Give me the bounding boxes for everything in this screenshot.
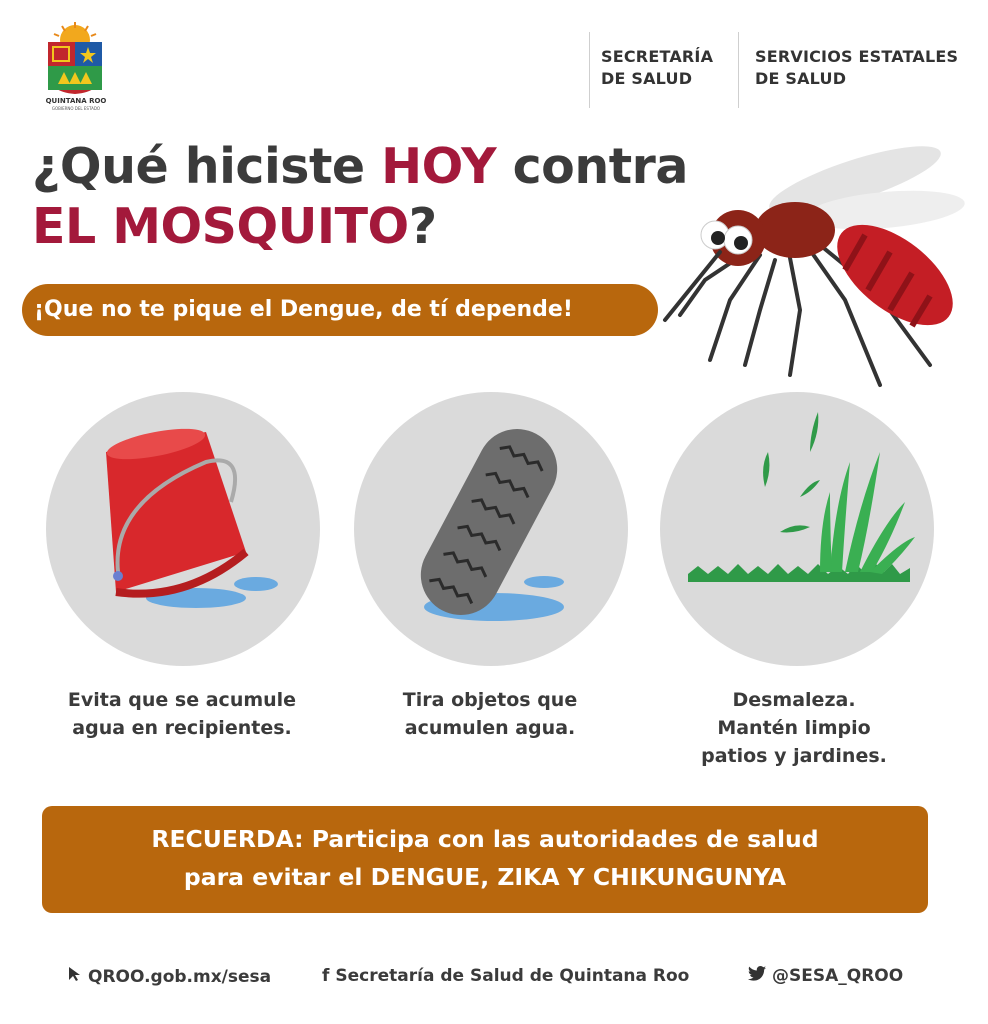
grass-icon <box>660 392 934 666</box>
caption-line: patios y jardines. <box>701 745 887 767</box>
title-line-1: ¿Qué hiciste HOY contra <box>32 138 688 195</box>
logo-caption: QUINTANA ROO <box>45 97 107 105</box>
title-line-2: EL MOSQUITO? <box>32 198 437 255</box>
tagline-pill: ¡Que no te pique el Dengue, de tí depende! <box>22 284 658 336</box>
tip-caption-bucket <box>22 686 342 742</box>
header-divider <box>738 32 739 108</box>
footer-web-text: QROO.gob.mx/sesa <box>88 967 272 987</box>
cursor-icon <box>68 966 82 987</box>
caption-line: Desmaleza. <box>732 689 856 711</box>
footer-twitter-link[interactable] <box>748 966 903 986</box>
page-title <box>32 137 688 257</box>
mosquito-illustration <box>650 140 980 400</box>
agency-2-line-2: DE SALUD <box>755 69 847 88</box>
logo-subcaption: GOBIERNO DEL ESTADO <box>51 106 101 111</box>
tire-icon <box>354 392 628 666</box>
caption-line: acumulen agua. <box>404 717 576 739</box>
tip-caption-grass <box>634 686 954 770</box>
tip-circle-grass <box>660 392 934 666</box>
tip-circle-bucket <box>46 392 320 666</box>
footer-facebook-link[interactable] <box>322 966 689 986</box>
banner-line-1: RECUERDA: Participa con las autoridades de salud <box>151 825 819 853</box>
caption-line: agua en recipientes. <box>72 717 292 739</box>
agency-secretaria-de-salud <box>601 46 713 90</box>
twitter-icon <box>748 966 766 986</box>
caption-line: Tira objetos que <box>402 689 578 711</box>
caption-line: Mantén limpio <box>717 717 871 739</box>
banner-line-2: para evitar el DENGUE, ZIKA Y CHIKUNGUNYA <box>183 863 787 891</box>
title-highlight-hoy: HOY <box>381 138 497 195</box>
tip-caption-tire <box>330 686 650 742</box>
facebook-icon: f <box>322 966 330 986</box>
agency-2-line-1: SERVICIOS ESTATALES <box>755 47 959 66</box>
footer-web-link[interactable] <box>68 966 271 987</box>
footer-twitter-text: @SESA_QROO <box>772 966 904 986</box>
tip-circle-tire <box>354 392 628 666</box>
bucket-icon <box>46 392 320 666</box>
caption-line: Evita que se acumule <box>67 689 297 711</box>
title-highlight-mosquito: EL MOSQUITO <box>32 198 409 255</box>
footer-facebook-text: Secretaría de Salud de Quintana Roo <box>335 966 690 986</box>
reminder-banner <box>42 806 928 913</box>
agency-servicios-estatales <box>755 46 958 90</box>
header-divider <box>589 32 590 108</box>
agency-1-line-2: DE SALUD <box>601 69 693 88</box>
agency-1-line-1: SECRETARÍA <box>601 47 714 66</box>
